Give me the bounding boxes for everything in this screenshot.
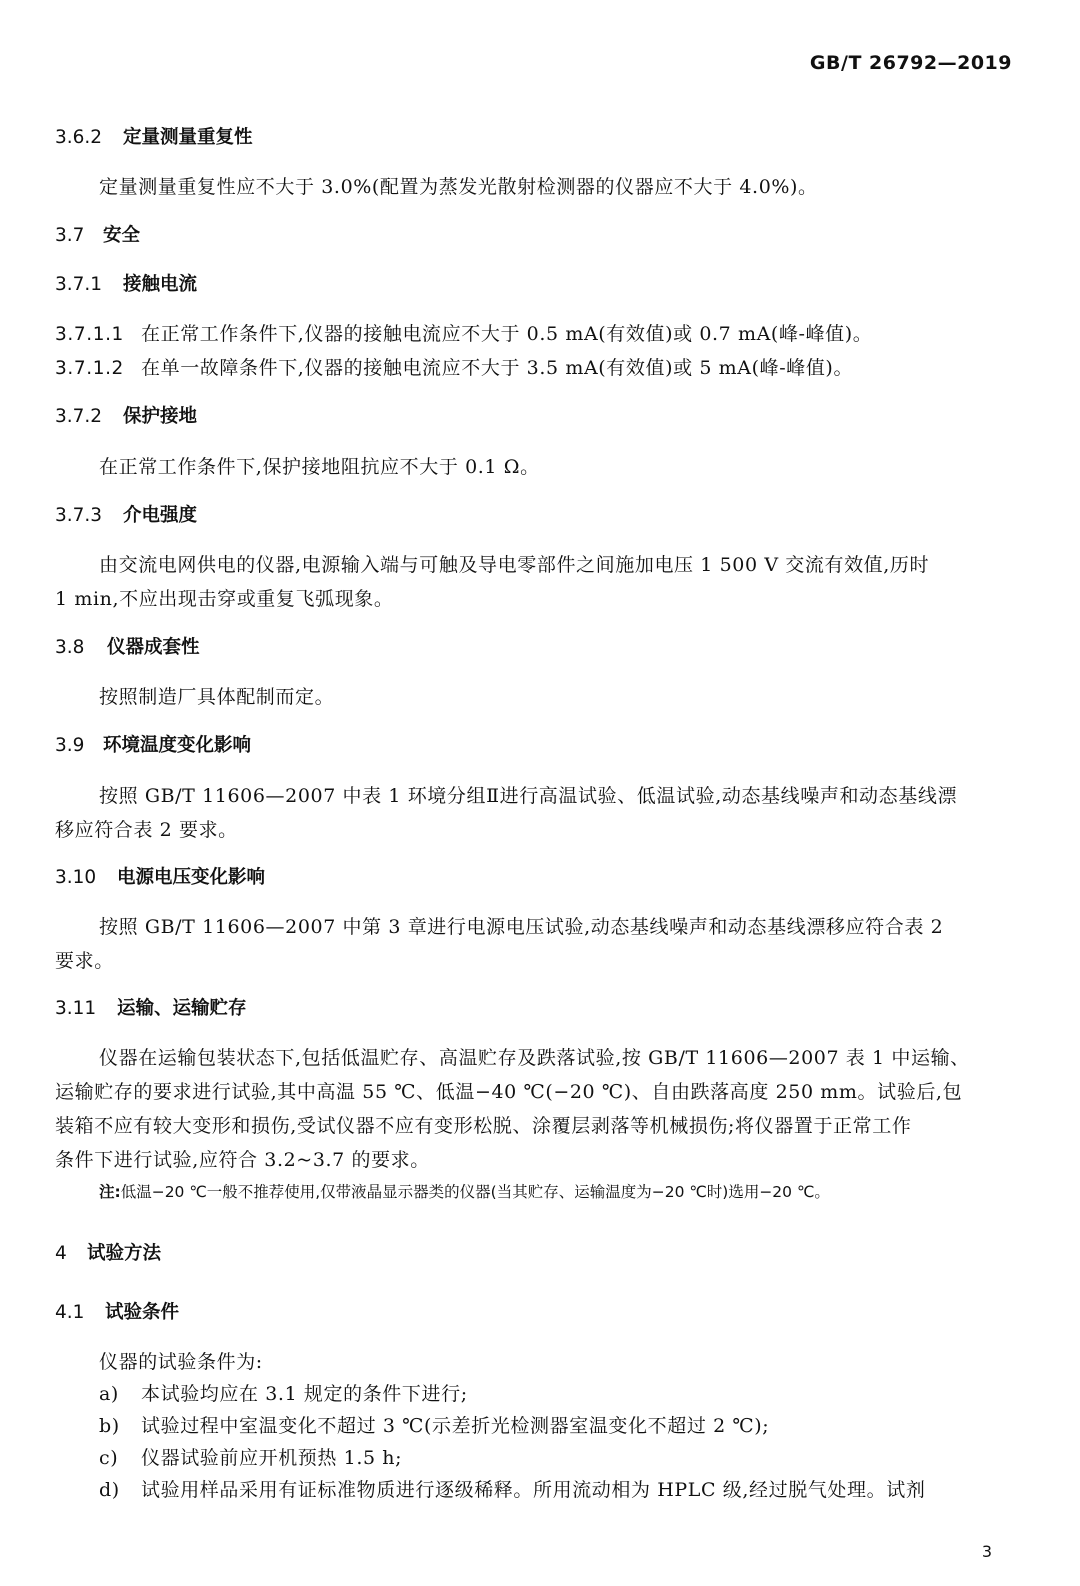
section-heading-3-9	[55, 733, 251, 759]
note-label: 注:	[99, 1183, 121, 1201]
list-item-text: 试验过程中室温变化不超过 3 ℃(示差折光检测器室温变化不超过 2 ℃);	[141, 1415, 770, 1437]
section-number: 3.11	[55, 998, 97, 1019]
list-item-text: 仪器试验前应开机预热 1.5 h;	[141, 1447, 403, 1469]
section-title: 定量测量重复性	[123, 127, 253, 148]
paragraph-line: 由交流电网供电的仪器,电源输入端与可触及导电零部件之间施加电压 1 500 V 交流有效值,历时	[99, 554, 930, 576]
clause-number: 3.7.1.2	[55, 358, 124, 379]
section-number: 3.6.2	[55, 127, 103, 148]
section-heading-3-7-2	[55, 404, 197, 430]
paragraph-line: 运输贮存的要求进行试验,其中高温 55 ℃、低温−40 ℃(−20 ℃)、自由跌落高度 250 mm。试验后,包	[55, 1081, 963, 1103]
section-title: 运输、运输贮存	[117, 998, 247, 1019]
chapter-number: 4	[55, 1243, 67, 1264]
clause-3-7-1-2	[55, 355, 853, 382]
standard-code: GB/T 26792—2019	[809, 52, 1012, 74]
paragraph-line: 按照 GB/T 11606—2007 中表 1 环境分组Ⅱ进行高温试验、低温试验,动态基线噪声和动态基线漂	[99, 785, 958, 807]
list-item-label: c)	[99, 1447, 119, 1469]
section-heading-3-7-3	[55, 503, 197, 529]
clause-text: 在正常工作条件下,仪器的接触电流应不大于 0.5 mA(有效值)或 0.7 mA(峰-峰值)。	[141, 323, 873, 345]
paragraph-line: 移应符合表 2 要求。	[55, 819, 238, 841]
chapter-title: 试验方法	[87, 1243, 162, 1264]
list-item	[99, 1413, 769, 1439]
list-item-label: b)	[99, 1415, 120, 1437]
section-number: 3.8	[55, 637, 85, 658]
section-number: 3.9	[55, 735, 85, 756]
paragraph: 定量测量重复性应不大于 3.0%(配置为蒸发光散射检测器的仪器应不大于 4.0%)。	[99, 176, 818, 198]
paragraph-line: 要求。	[55, 950, 114, 972]
list-item	[99, 1445, 402, 1471]
section-title: 仪器成套性	[107, 637, 200, 658]
paragraph-line: 装箱不应有较大变形和损伤,受试仪器不应有变形松脱、涂覆层剥落等机械损伤;将仪器置于正常工作	[55, 1115, 912, 1137]
section-title: 环境温度变化影响	[103, 735, 252, 756]
list-item-text: 试验用样品采用有证标准物质进行逐级稀释。所用流动相为 HPLC 级,经过脱气处理。试剂	[141, 1479, 926, 1501]
section-title: 保护接地	[123, 406, 198, 427]
paragraph-line: 按照 GB/T 11606—2007 中第 3 章进行电源电压试验,动态基线噪声和动态基线漂移应符合表 2	[99, 916, 944, 938]
section-title: 电源电压变化影响	[117, 867, 266, 888]
paragraph-line: 条件下进行试验,应符合 3.2~3.7 的要求。	[55, 1149, 430, 1171]
section-number: 4.1	[55, 1302, 85, 1323]
section-title: 介电强度	[123, 505, 198, 526]
section-heading-4-1	[55, 1300, 179, 1326]
section-number: 3.7.3	[55, 505, 103, 526]
list-item	[99, 1381, 468, 1407]
section-title: 接触电流	[123, 274, 198, 295]
clause-number: 3.7.1.1	[55, 324, 124, 345]
clause-3-7-1-1	[55, 321, 872, 348]
paragraph-line: 仪器在运输包装状态下,包括低温贮存、高温贮存及跌落试验,按 GB/T 11606—2007 表 1 中运输、	[99, 1047, 970, 1069]
list-item-label: d)	[99, 1479, 120, 1501]
list-item-label: a)	[99, 1383, 119, 1405]
section-heading-3-11	[55, 996, 247, 1022]
clause-text: 在单一故障条件下,仪器的接触电流应不大于 3.5 mA(有效值)或 5 mA(峰-峰值)。	[141, 357, 854, 379]
section-title: 安全	[103, 225, 141, 246]
note-text: 低温−20 ℃一般不推荐使用,仅带液晶显示器类的仪器(当其贮存、运输温度为−20 ℃时)选用−20 ℃。	[120, 1183, 830, 1201]
section-title: 试验条件	[105, 1302, 180, 1323]
section-number: 3.10	[55, 867, 97, 888]
chapter-heading-4	[55, 1241, 161, 1267]
paragraph: 按照制造厂具体配制而定。	[99, 686, 335, 708]
section-number: 3.7	[55, 225, 85, 246]
list-item	[99, 1477, 925, 1503]
note	[99, 1179, 830, 1205]
section-heading-3-10	[55, 865, 265, 891]
section-heading-3-7	[55, 223, 140, 249]
section-heading-3-6-2	[55, 125, 253, 151]
list-item-text: 本试验均应在 3.1 规定的条件下进行;	[141, 1383, 468, 1405]
section-heading-3-7-1	[55, 272, 197, 298]
section-number: 3.7.2	[55, 406, 103, 427]
paragraph-line: 1 min,不应出现击穿或重复飞弧现象。	[55, 588, 394, 610]
page-number: 3	[981, 1542, 992, 1561]
section-heading-3-8	[55, 635, 200, 661]
paragraph: 仪器的试验条件为:	[99, 1351, 263, 1373]
section-number: 3.7.1	[55, 274, 103, 295]
paragraph: 在正常工作条件下,保护接地阻抗应不大于 0.1 Ω。	[99, 456, 540, 478]
